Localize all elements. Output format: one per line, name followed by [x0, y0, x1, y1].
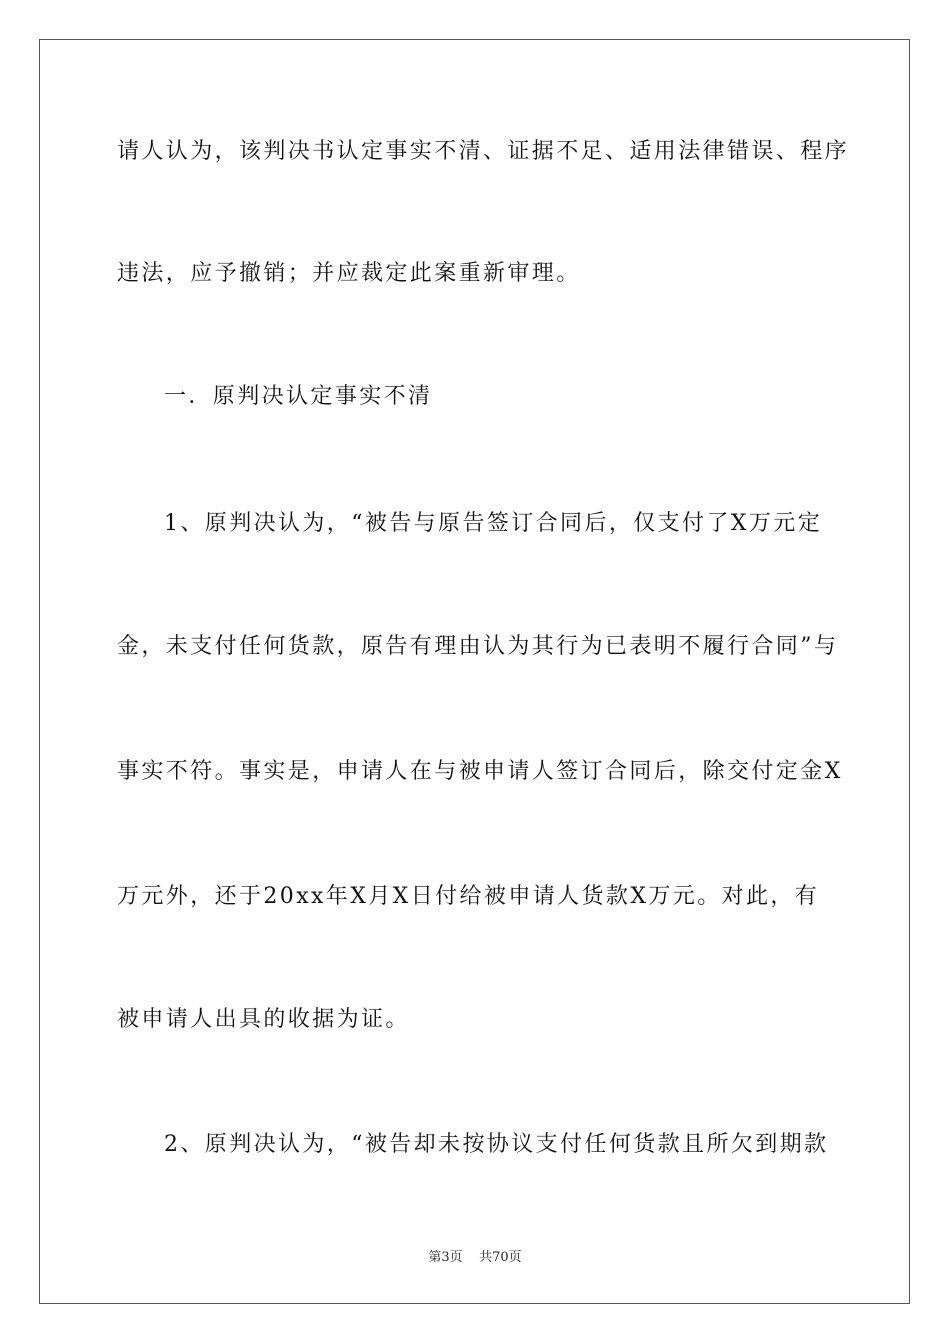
text-line-1: 请人认为，该判决书认定事实不清、证据不足、适用法律错误、程序 — [117, 139, 850, 164]
text-line-4: 1、原判决认为，“被告与原告签订合同后，仅支付了X万元定 — [164, 511, 823, 536]
text-line-5: 金，未支付任何货款，原告有理由认为其行为已表明不履行合同”与 — [117, 634, 839, 659]
text-line-2: 违法，应予撤销；并应裁定此案重新审理。 — [117, 261, 581, 286]
page-border — [39, 39, 910, 1304]
text-line-6: 事实不符。事实是，申请人在与被申请人签订合同后，除交付定金X — [117, 759, 843, 784]
text-line-7: 万元外，还于20xx年X月X日付给被申请人货款X万元。对此，有 — [117, 884, 820, 909]
section-heading: 一．原判决认定事实不清 — [164, 384, 433, 409]
text-line-8: 被申请人出具的收据为证。 — [117, 1007, 410, 1032]
page-number-footer: 第3页 共70页 — [428, 1250, 522, 1265]
text-line-9: 2、原判决认为，“被告却未按协议支付任何货款且所欠到期款 — [164, 1132, 829, 1157]
